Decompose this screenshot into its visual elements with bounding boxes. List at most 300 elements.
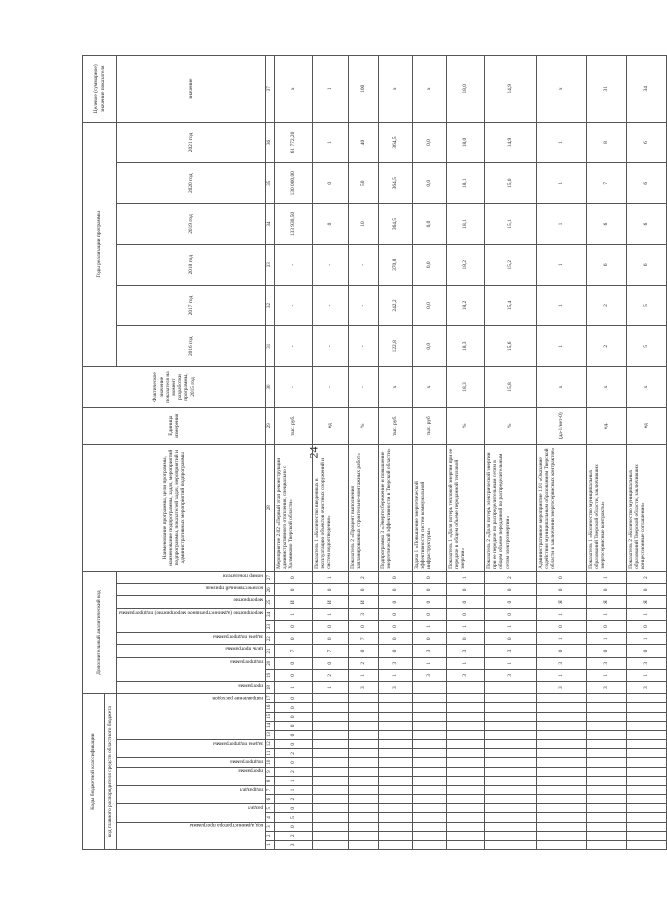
- kbk-col-razdel: раздел: [117, 804, 266, 822]
- column-number: 4: [266, 813, 275, 822]
- kbk-digit: [378, 813, 412, 822]
- column-number: 10: [266, 758, 275, 767]
- kbk-digit: [378, 804, 412, 813]
- analytic-digit: 0: [378, 608, 412, 620]
- analytic-digit: 1: [586, 633, 626, 645]
- kbk-digit: [378, 795, 412, 804]
- analytic-digit: 2: [348, 571, 378, 583]
- analytic-digit: [484, 682, 536, 694]
- analytic-digit: 0: [536, 584, 586, 596]
- row-year-value: 1: [536, 244, 586, 285]
- row-year-value: 1: [536, 163, 586, 204]
- analytic-digit: 0: [378, 645, 412, 657]
- years-header: Годы реализации программы: [83, 122, 117, 367]
- analytic-digit: 3: [586, 657, 626, 669]
- row-year-value: 364,5: [378, 204, 412, 245]
- kbk-digit: [312, 740, 348, 749]
- kbk-digit: [536, 694, 586, 703]
- year-header: 2021 год: [117, 122, 266, 163]
- row-unit: %: [348, 407, 378, 444]
- kbk-digit: [626, 795, 666, 804]
- row-year-value: 0,0: [412, 285, 446, 326]
- kbk-digit: 5: [274, 813, 312, 822]
- kbk-digit: [626, 804, 666, 813]
- analytic-digit: 1: [536, 669, 586, 681]
- row-fact: 18,3: [446, 367, 484, 408]
- analytic-digit: 7: [348, 633, 378, 645]
- kbk-digit: [378, 776, 412, 785]
- analytic-digit: 3: [626, 682, 666, 694]
- kbk-digit: [378, 749, 412, 758]
- kbk-digit: [536, 840, 586, 849]
- row-year-value: 7: [586, 163, 626, 204]
- kbk-digit: [536, 785, 586, 794]
- kbk-digit: [626, 721, 666, 730]
- row-target: x: [378, 56, 412, 123]
- row-unit: %: [484, 407, 536, 444]
- kbk-digit: [412, 795, 446, 804]
- row-year-value: 18,0: [446, 122, 484, 163]
- row-unit: тыс. руб.: [378, 407, 412, 444]
- row-year-value: 15,1: [484, 204, 536, 245]
- column-number: 32: [266, 285, 275, 326]
- kbk-digit: [348, 749, 378, 758]
- analytic-digit: 1: [348, 669, 378, 681]
- column-number: 24: [266, 608, 275, 620]
- analytic-digit: 2: [312, 669, 348, 681]
- row-name: Показатель 1 «Доля потерь тепловой энергии при ее передаче в общем объеме переданной тепловой энергии»: [446, 444, 484, 571]
- kbk-digit: [626, 840, 666, 849]
- kbk-digit: [586, 795, 626, 804]
- column-number: 25: [266, 596, 275, 608]
- target-value-header: значение: [117, 56, 266, 123]
- column-number: 19: [266, 669, 275, 681]
- row-fact: x: [536, 367, 586, 408]
- year-header: 2018 год: [117, 244, 266, 285]
- analytic-col-a_num: номер показателя: [117, 571, 266, 583]
- year-header: 2020 год: [117, 163, 266, 204]
- analytic-digit: 0: [446, 596, 484, 608]
- analytic-digit: 0: [312, 657, 348, 669]
- kbk-digit: [412, 703, 446, 712]
- kbk-col-napravlenie: направление расходов: [117, 694, 266, 740]
- kbk-digit: [586, 804, 626, 813]
- kbk-digit: [626, 758, 666, 767]
- kbk-digit: 0: [274, 804, 312, 813]
- analytic-digit: Я: [626, 596, 666, 608]
- table-row: [312, 56, 348, 850]
- kbk-digit: [412, 758, 446, 767]
- kbk-digit: 3: [274, 840, 312, 849]
- kbk-digit: [378, 822, 412, 831]
- row-year-value: 0,0: [412, 163, 446, 204]
- analytic-digit: 7: [312, 645, 348, 657]
- kbk-digit: [348, 831, 378, 840]
- row-year-value: -: [348, 285, 378, 326]
- analytic-digit: 1: [536, 633, 586, 645]
- kbk-digit: [446, 795, 484, 804]
- kbk-digit: [412, 776, 446, 785]
- row-target: x: [412, 56, 446, 123]
- analytic-digit: 7: [274, 645, 312, 657]
- kbk-digit: [536, 822, 586, 831]
- kbk-digit: [586, 721, 626, 730]
- analytic-digit: 3: [348, 608, 378, 620]
- kbk-digit: [536, 749, 586, 758]
- kbk-digit: [484, 767, 536, 776]
- row-year-value: 15,4: [484, 285, 536, 326]
- row-year-value: 370,8: [378, 244, 412, 285]
- analytic-digit: 1: [626, 608, 666, 620]
- kbk-digit: [586, 712, 626, 721]
- kbk-digit: [536, 813, 586, 822]
- analytic-col-a_goal: цель программы: [117, 645, 266, 657]
- row-year-value: 122,8: [378, 326, 412, 367]
- column-number: 8: [266, 776, 275, 785]
- row-year-value: 0: [312, 204, 348, 245]
- kbk-digit: [626, 730, 666, 739]
- analytic-digit: 1: [536, 608, 586, 620]
- kbk-digit: [378, 712, 412, 721]
- kbk-digit: [586, 703, 626, 712]
- row-fact: -: [274, 367, 312, 408]
- row-name: Показатель 1 «Количество муниципальных образований Тверской области, заключивших энергосервисные контракты»: [586, 444, 626, 571]
- analytic-digit: 3: [484, 645, 536, 657]
- kbk-digit: [348, 840, 378, 849]
- column-number: 35: [266, 163, 275, 204]
- kbk-digit: [312, 749, 348, 758]
- row-year-value: 242,2: [378, 285, 412, 326]
- kbk-digit: [378, 767, 412, 776]
- analytic-digit: 1: [586, 669, 626, 681]
- analytic-digit: 0: [536, 571, 586, 583]
- row-unit: ед: [626, 407, 666, 444]
- kbk-digit: [446, 785, 484, 794]
- kbk-digit: [536, 703, 586, 712]
- kbk-digit: [536, 776, 586, 785]
- analytic-digit: 0: [536, 620, 586, 632]
- kbk-digit: [484, 740, 536, 749]
- kbk-digit: [446, 749, 484, 758]
- column-number: 22: [266, 633, 275, 645]
- analytic-digit: 0: [536, 645, 586, 657]
- kbk-digit: [312, 712, 348, 721]
- analytic-digit: 3: [412, 669, 446, 681]
- column-number: 31: [266, 326, 275, 367]
- analytic-digit: 1: [586, 571, 626, 583]
- row-year-value: 8: [586, 122, 626, 163]
- kbk-digit: [484, 822, 536, 831]
- kbk-digit: [586, 758, 626, 767]
- row-year-value: 6: [586, 204, 626, 245]
- analytic-digit: 3: [446, 645, 484, 657]
- table-row: [274, 56, 312, 850]
- kbk-digit: [586, 767, 626, 776]
- row-year-value: 18,2: [446, 244, 484, 285]
- kbk-digit: [348, 730, 378, 739]
- kbk-digit: [626, 767, 666, 776]
- fact-header: Фактическое значение показателя на момент разработки программы, 2015 год: [83, 367, 266, 408]
- analytic-digit: 2: [626, 571, 666, 583]
- kbk-digit: [348, 721, 378, 730]
- column-number: 1: [266, 840, 275, 849]
- column-number: 26: [266, 584, 275, 596]
- kbk-digit: [626, 776, 666, 785]
- analytic-digit: 0: [348, 620, 378, 632]
- kbk-digit: [484, 813, 536, 822]
- kbk-digit: [412, 767, 446, 776]
- kbk-digit: [312, 813, 348, 822]
- table-row: [484, 56, 536, 850]
- analytic-digit: 1: [312, 571, 348, 583]
- analytic-digit: 0: [586, 620, 626, 632]
- analytic-digit: 3: [378, 682, 412, 694]
- kbk-digit: [412, 840, 446, 849]
- kbk-digit: [446, 776, 484, 785]
- table-row: [446, 56, 484, 850]
- column-number: 29: [266, 407, 275, 444]
- analytic-digit: 0: [312, 584, 348, 596]
- row-year-value: 6: [586, 244, 626, 285]
- row-fact: 15,8: [484, 367, 536, 408]
- kbk-digit: [446, 840, 484, 849]
- kbk-digit: 0: [274, 730, 312, 739]
- row-target: 31: [586, 56, 626, 123]
- row-unit: тыс. руб: [412, 407, 446, 444]
- kbk-digit: [446, 730, 484, 739]
- analytic-digit: 0: [446, 633, 484, 645]
- row-year-value: 6: [626, 122, 666, 163]
- kbk-digit: [312, 721, 348, 730]
- kbk-digit: 0: [274, 721, 312, 730]
- kbk-digit: [378, 721, 412, 730]
- analytic-digit: 1: [446, 571, 484, 583]
- table-row: [378, 56, 412, 850]
- row-year-value: 61 772,20: [274, 122, 312, 163]
- row-year-value: 15,2: [484, 244, 536, 285]
- kbk-digit: [446, 767, 484, 776]
- analytic-digit: 1: [312, 682, 348, 694]
- kbk-digit: [412, 730, 446, 739]
- analytic-digit: 3: [378, 657, 412, 669]
- row-year-value: 5: [626, 285, 666, 326]
- kbk-digit: [536, 804, 586, 813]
- kbk-digit: 2: [274, 831, 312, 840]
- row-year-value: 14,9: [484, 122, 536, 163]
- analytic-digit: 3: [484, 669, 536, 681]
- analytic-digit: 0: [378, 571, 412, 583]
- column-number: 5: [266, 804, 275, 813]
- kbk-digit: [484, 795, 536, 804]
- row-year-value: -: [274, 244, 312, 285]
- kbk-digit: [348, 740, 378, 749]
- column-number: 33: [266, 244, 275, 285]
- kbk-digit: [412, 804, 446, 813]
- column-number: 21: [266, 645, 275, 657]
- column-number: 23: [266, 620, 275, 632]
- kbk-digit: [626, 703, 666, 712]
- analytic-digit: Я: [536, 596, 586, 608]
- kbk-digit: [312, 785, 348, 794]
- row-year-value: 364,5: [378, 122, 412, 163]
- analytic-digit: 0: [378, 633, 412, 645]
- analytic-digit: 3: [626, 657, 666, 669]
- column-number: 34: [266, 204, 275, 245]
- column-number: 15: [266, 712, 275, 721]
- row-fact: x: [378, 367, 412, 408]
- row-fact: x: [586, 367, 626, 408]
- kbk-digit: [348, 758, 378, 767]
- table-row: [626, 56, 666, 850]
- kbk-digit: 1: [274, 785, 312, 794]
- analytic-digit: 0: [412, 596, 446, 608]
- analytic-col-a_event: мероприятие (административное мероприятие) подпрограммы: [117, 608, 266, 632]
- analytic-digit: [446, 682, 484, 694]
- row-year-value: 2: [586, 285, 626, 326]
- kbk-digit: [378, 831, 412, 840]
- row-year-value: -: [274, 285, 312, 326]
- analytic-digit: И: [348, 596, 378, 608]
- analytic-digit: 0: [378, 584, 412, 596]
- kbk-digit: [446, 822, 484, 831]
- kbk-digit: [312, 694, 348, 703]
- row-unit: (да-1/нет-0): [536, 407, 586, 444]
- table-row: [412, 56, 446, 850]
- analytic-digit: Я: [586, 596, 626, 608]
- analytic-col-a_subprog: подпрограмма: [117, 657, 266, 681]
- kbk-col-podprogramma: подпрограмма: [117, 758, 266, 767]
- kbk-digit: [484, 758, 536, 767]
- kbk-digit: [378, 703, 412, 712]
- analytic-digit: 3: [536, 657, 586, 669]
- kbk-digit: [412, 694, 446, 703]
- kbk-digit: [586, 749, 626, 758]
- row-fact: x: [626, 367, 666, 408]
- analytic-digit: 0: [312, 620, 348, 632]
- analytic-digit: 0: [626, 645, 666, 657]
- column-number: 28: [266, 444, 275, 571]
- kbk-digit: [348, 712, 378, 721]
- table-row: [348, 56, 378, 850]
- kbk-digit: [536, 767, 586, 776]
- row-name: Подпрограмма 3 «Энергосбережение и повышение энергетической эффективности в Тверской области»: [378, 444, 412, 571]
- analytic-digit: 2: [484, 571, 536, 583]
- kbk-digit: [312, 730, 348, 739]
- analytic-digit: 3: [412, 645, 446, 657]
- analytic-digit: 1: [626, 669, 666, 681]
- row-year-value: -: [274, 326, 312, 367]
- name-header: Наименование программы, цели программы, наименование подпрограммы, задач, мероприятий подпрограммы, показателей задач, мероприятий и административных мероприятий подпрограммы: [83, 444, 266, 571]
- kbk-digit: [446, 740, 484, 749]
- kbk-digit: [586, 831, 626, 840]
- row-year-value: -: [312, 285, 348, 326]
- kbk-digit: [412, 785, 446, 794]
- kbk-digit: [312, 776, 348, 785]
- analytic-digit: 3: [586, 682, 626, 694]
- row-fact: -: [312, 367, 348, 408]
- analytic-col-a_task: задача подпрограммы: [117, 633, 266, 645]
- kbk-digit: [446, 712, 484, 721]
- row-year-value: 1: [536, 326, 586, 367]
- kbk-digit: 0: [274, 822, 312, 831]
- analytic-digit: 0: [312, 633, 348, 645]
- kbk-digit: 2: [274, 749, 312, 758]
- row-year-value: -: [348, 244, 378, 285]
- row-year-value: 6: [626, 204, 666, 245]
- row-fact: x: [412, 367, 446, 408]
- kbk-digit: [312, 795, 348, 804]
- row-year-value: 0: [312, 163, 348, 204]
- kbk-digit: [484, 804, 536, 813]
- kbk-digit: [312, 840, 348, 849]
- analytic-digit: 1: [412, 620, 446, 632]
- column-number: 27: [266, 571, 275, 583]
- analytic-digit: 1: [378, 669, 412, 681]
- kbk-digit: [484, 730, 536, 739]
- row-year-value: 50: [348, 163, 378, 204]
- analytic-digit: 2: [348, 657, 378, 669]
- kbk-digit: [412, 822, 446, 831]
- column-number: 17: [266, 694, 275, 703]
- row-year-value: 10: [348, 204, 378, 245]
- kbk-digit: 2: [274, 795, 312, 804]
- kbk-digit: [378, 758, 412, 767]
- kbk-digit: [626, 749, 666, 758]
- kbk-digit: [586, 694, 626, 703]
- analytic-digit: 0: [274, 657, 312, 669]
- column-number: 36: [266, 122, 275, 163]
- table-row: [536, 56, 586, 850]
- kbk-digit: [484, 694, 536, 703]
- row-target: x: [274, 56, 312, 123]
- column-number: 2: [266, 831, 275, 840]
- kbk-digit: [348, 822, 378, 831]
- kbk-digit: [586, 776, 626, 785]
- analytic-digit: 3: [446, 669, 484, 681]
- analytic-digit: 3: [536, 682, 586, 694]
- kbk-digit: [348, 694, 378, 703]
- analytic-digit: И: [274, 596, 312, 608]
- kbk-digit: [536, 721, 586, 730]
- kbk-digit: [412, 749, 446, 758]
- kbk-digit: [536, 740, 586, 749]
- column-number: 30: [266, 367, 275, 408]
- kbk-digit: [626, 822, 666, 831]
- row-year-value: 130 000,00: [274, 163, 312, 204]
- kbk-digit: [446, 804, 484, 813]
- column-number: 18: [266, 682, 275, 694]
- row-year-value: -: [348, 326, 378, 367]
- row-year-value: 0,0: [412, 326, 446, 367]
- row-fact: -: [348, 367, 378, 408]
- kbk-digit: [626, 694, 666, 703]
- kbk-digit: [484, 749, 536, 758]
- analytic-digit: [412, 682, 446, 694]
- row-target: 1: [312, 56, 348, 123]
- analytic-digit: 0: [446, 608, 484, 620]
- kbk-digit: 2: [274, 767, 312, 776]
- kbk-digit: [378, 740, 412, 749]
- row-year-value: 6: [626, 244, 666, 285]
- kbk-digit: [586, 785, 626, 794]
- row-name: Показатель 2 «Количество муниципальных образований Тверской области, заключивших концессионные соглашения»: [626, 444, 666, 571]
- analytic-col-a_prog: программа: [117, 682, 266, 694]
- kbk-digit: [536, 730, 586, 739]
- column-number: 11: [266, 749, 275, 758]
- analytic-digit: 0: [274, 584, 312, 596]
- row-target: x: [536, 56, 586, 123]
- kbk-digit: [586, 730, 626, 739]
